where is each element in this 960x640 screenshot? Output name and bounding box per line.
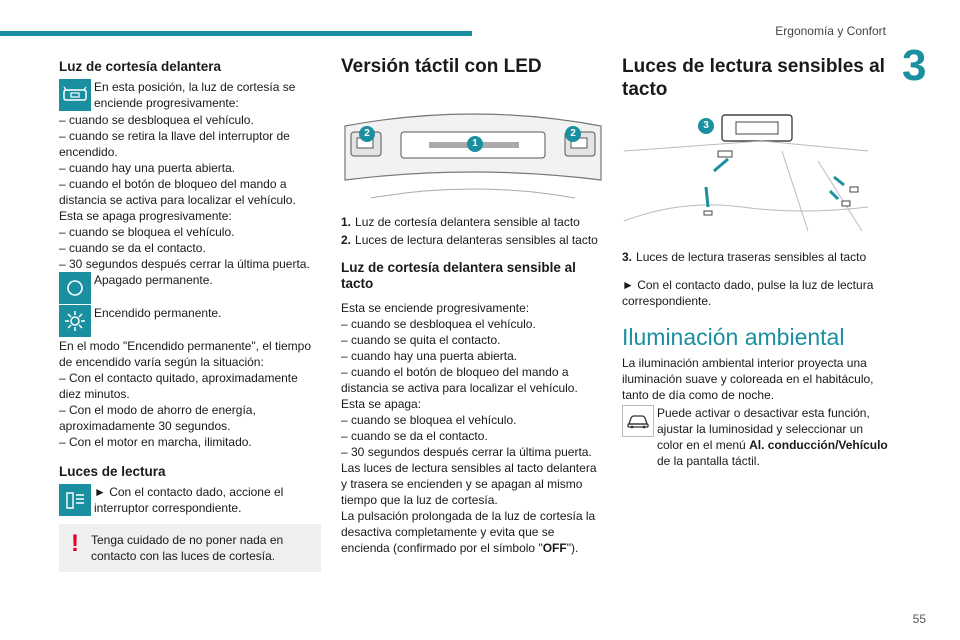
courtesy-line: – cuando se bloquea el vehículo. [59,225,235,239]
reading-text: ► Con el contacto dado, accione el interruptor correspondiente. [94,485,284,515]
section-title: Ergonomía y Confort [775,24,886,38]
touch-line: Esta se enciende progresivamente: [341,301,530,315]
ambient-car-row [622,405,890,469]
ambient-menu-text: Puede activar o desactivar esta función, ajustar la luminosidad y seleccionar un color en el menú Al. conducción/Vehículo de la pantalla táctil. [657,406,888,468]
heading-ambient: Iluminación ambiental [622,324,845,350]
callout-badge-1: 1 [467,136,483,152]
reading-light-icon [59,484,91,516]
legend-item: 3. Luces de lectura traseras sensibles al tacto [622,250,867,264]
page-number: 55 [912,612,926,626]
courtesy-line: – cuando el botón de bloqueo del mando a distancia se activa para localizar el vehículo. [59,177,296,207]
chapter-number: 3 [902,41,927,90]
courtesy-intro: En esta posición, la luz de cortesía se enciende progresivamente: [94,80,296,110]
heading-reading-lights: Luces de lectura [59,464,166,479]
rear-step: ► Con el contacto dado, pulse la luz de lectura correspondiente. [622,278,874,308]
menu-path: Al. conducción/Vehículo [749,438,888,452]
courtesy-door-row [59,79,321,111]
courtesy-line: Esta se apaga progresivamente: [59,209,232,223]
reading-row [59,484,321,516]
on-label: Encendido permanente. [94,306,222,320]
touch-line: – cuando el botón de bloqueo del mando a distancia se activa para localizar el vehículo. [341,365,578,395]
permanent-line: – Con el motor en marcha, ilimitado. [59,435,252,449]
heading-touch-led: Versión táctil con LED [341,56,542,77]
off-label: Apagado permanente. [94,273,213,287]
touch-line: – cuando se quita el contacto. [341,333,501,347]
heading-courtesy-light: Luz de cortesía delantera [59,59,222,74]
header-accent-bar [0,31,472,36]
touch-line: – cuando hay una puerta abierta. [341,349,518,363]
heading-touch-courtesy: Luz de cortesía delantera sensible al tacto [341,260,576,291]
car-icon [622,405,654,437]
courtesy-line: – cuando hay una puerta abierta. [59,161,236,175]
touch-line: – cuando se desbloquea el vehículo. [341,317,536,331]
permanent-line: – Con el contacto quitado, aproximadamente diez minutos. [59,371,298,401]
touch-line: – 30 segundos después cerrar la última puerta. [341,445,592,459]
figure-legend [341,214,605,248]
off-symbol: OFF [542,541,567,555]
ambient-text: La iluminación ambiental interior proyecta una iluminación suave y coloreada en el habitáculo, tanto de día como de noche. [622,356,874,402]
circle-off-icon [59,272,91,304]
warning-box [59,524,321,572]
courtesy-line: – 30 segundos después cerrar la última puerta. [59,257,310,271]
legend-item: 1. Luz de cortesía delantera sensible al tacto [341,215,580,229]
callout-badge-3: 3 [698,118,714,134]
courtesy-line: – cuando se retira la llave del interruptor de encendido. [59,129,290,159]
courtesy-line: – cuando se desbloquea el vehículo. [59,113,254,127]
rear-legend [622,249,890,265]
column-right [622,55,890,470]
touch-line: – cuando se bloquea el vehículo. [341,413,517,427]
touch-line: Esta se apaga: [341,397,422,411]
courtesy-line: – cuando se da el contacto. [59,241,206,255]
rear-lights-figure [622,111,870,241]
column-middle [341,55,605,556]
touch-line: Las luces de lectura sensibles al tacto delantera y trasera se encienden y se apagan al mismo tiempo que la luz de cortesía. [341,461,597,507]
callout-badge-2: 2 [359,126,375,142]
on-row [59,305,321,337]
touch-line: – cuando se da el contacto. [341,429,488,443]
door-light-icon [59,79,91,111]
warning-icon: ! [71,530,79,557]
permanent-line: – Con el modo de ahorro de energía, aproximadamente 30 segundos. [59,403,256,433]
front-lights-figure [341,88,605,206]
heading-reading-touch: Luces de lectura sensibles al tacto [622,56,885,100]
permanent-line: En el modo "Encendido permanente", el tiempo de encendido varía según la situación: [59,339,312,369]
column-left [59,55,321,572]
touch-line: La pulsación prolongada de la luz de cortesía la desactiva completamente y evita que se encienda (confirmado por el símbolo "OFF"). [341,509,596,555]
legend-item: 2. Luces de lectura delanteras sensibles al tacto [341,233,598,247]
off-row [59,272,321,304]
sun-on-icon [59,305,91,337]
callout-badge-2b: 2 [565,126,581,142]
warning-text: Tenga cuidado de no poner nada en contacto con las luces de cortesía. [91,533,284,563]
